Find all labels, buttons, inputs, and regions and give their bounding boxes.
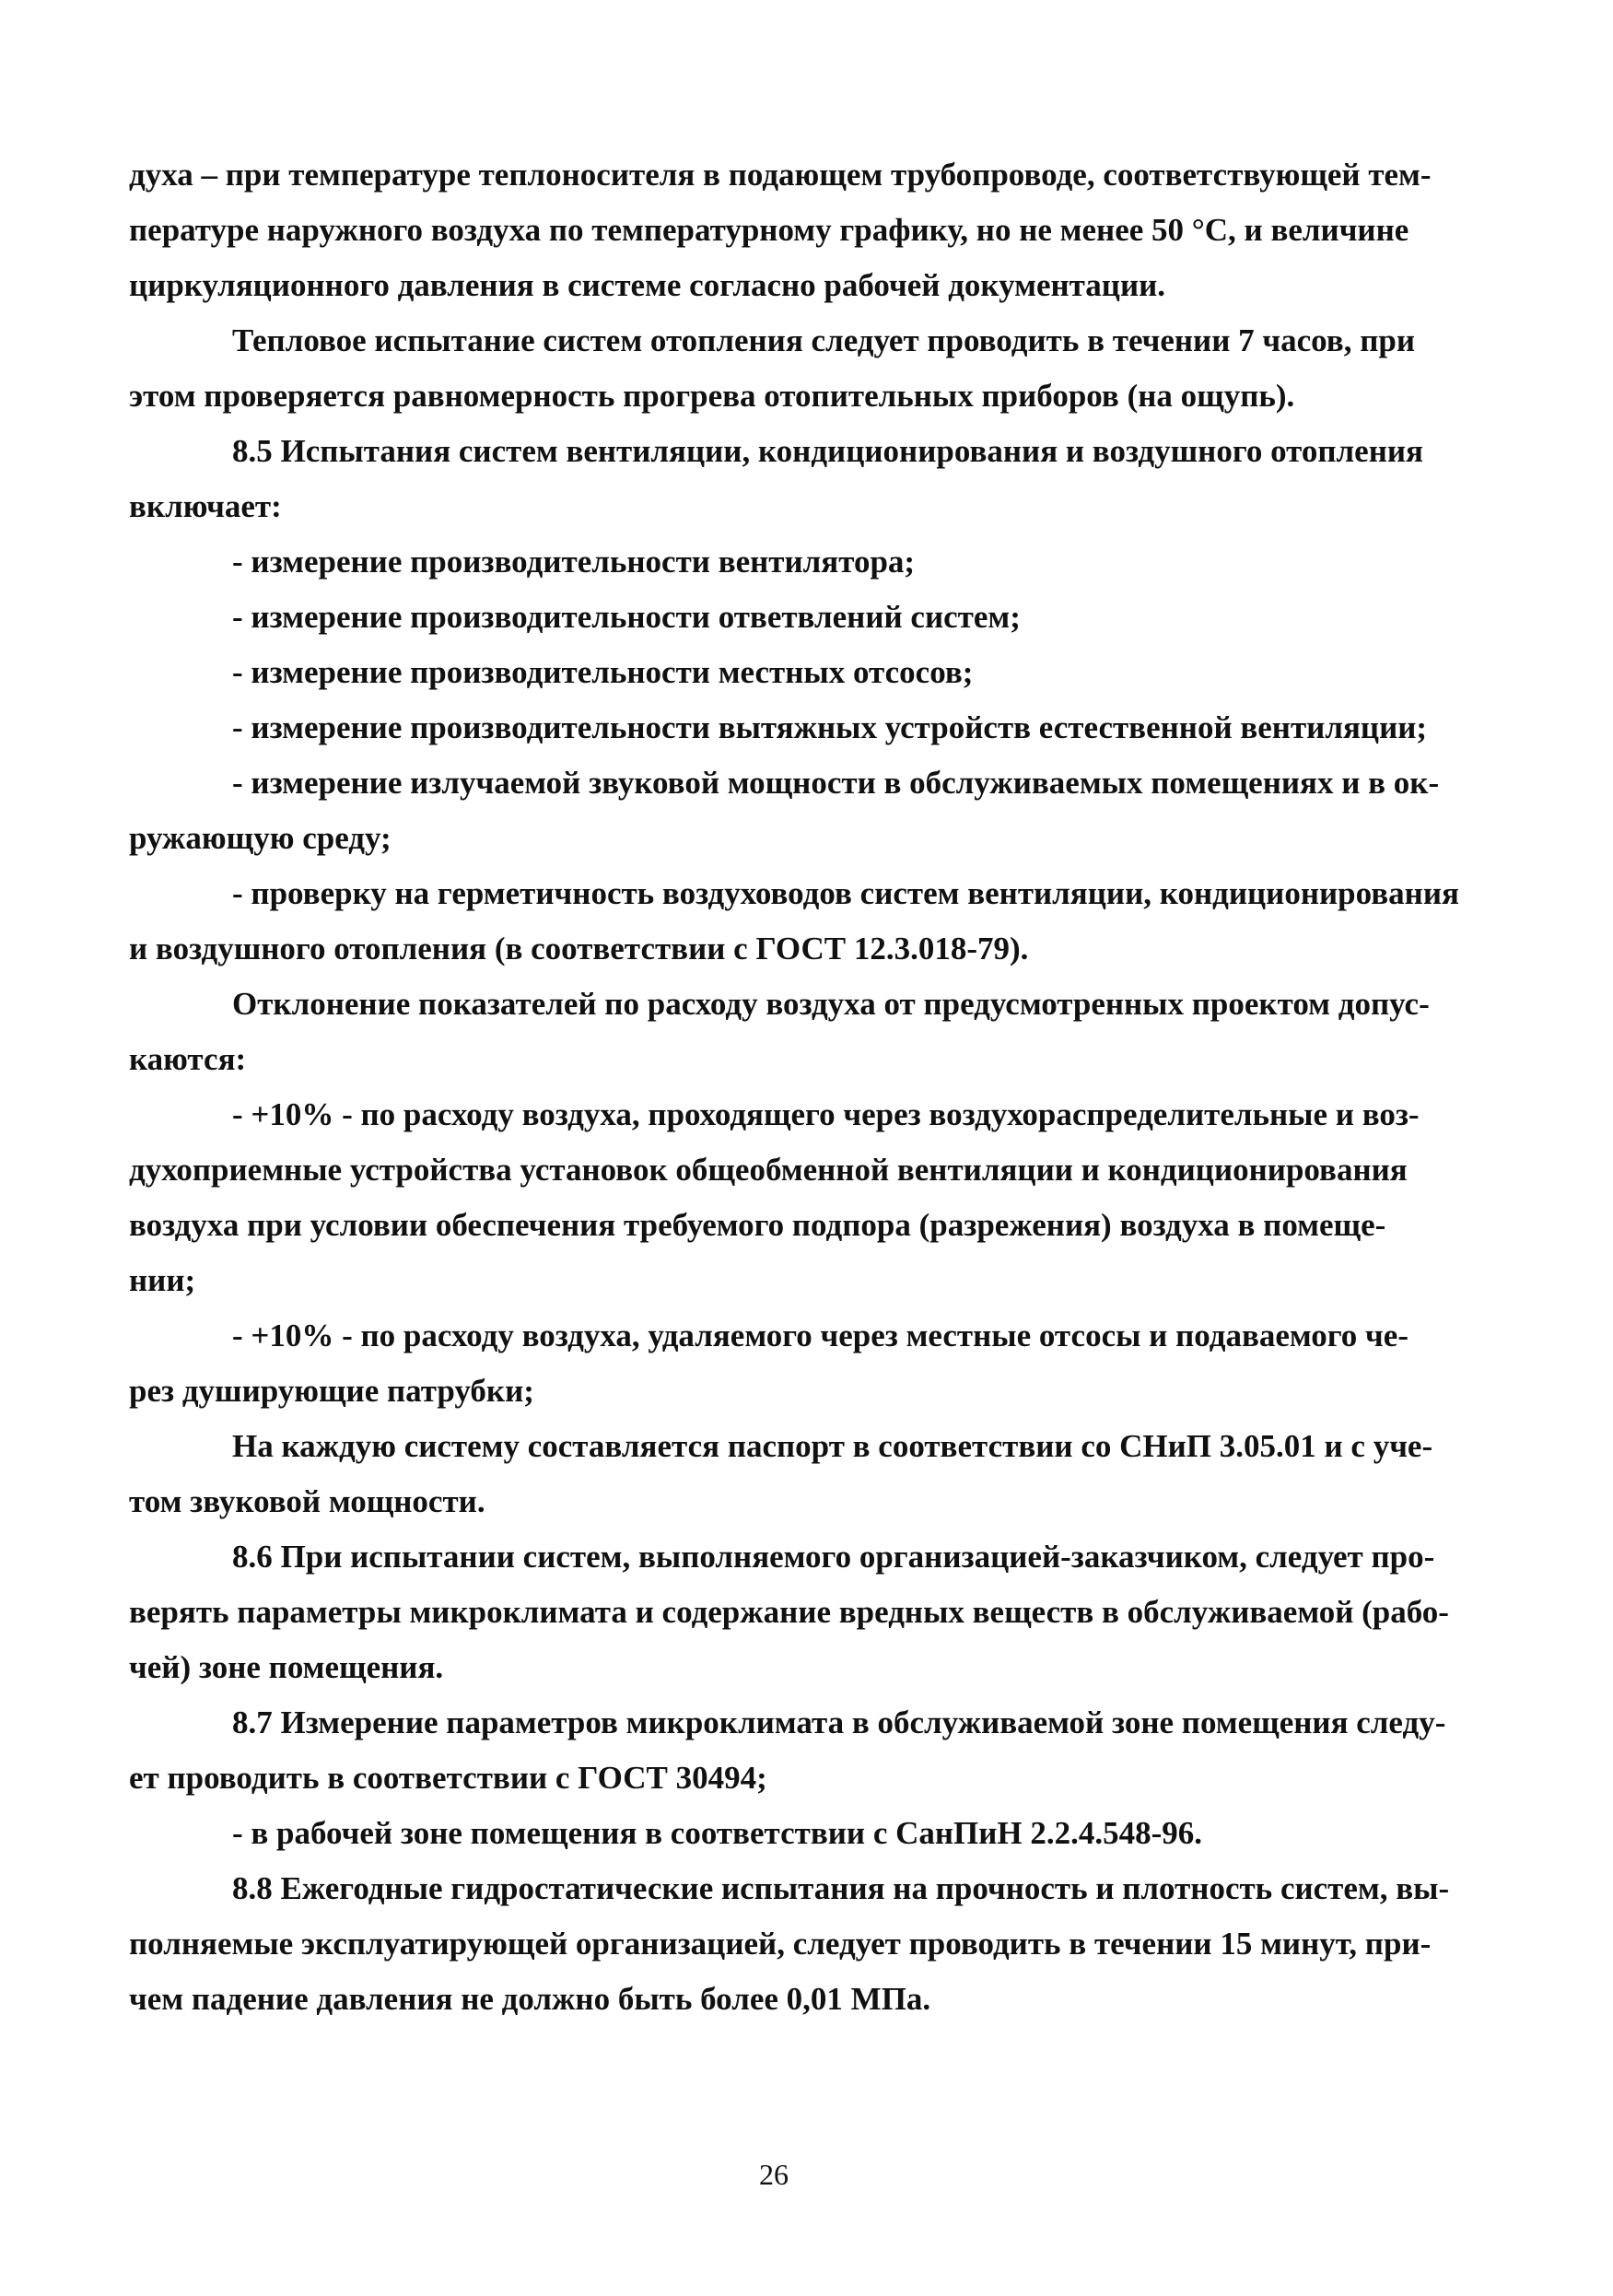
text-line: рез душирующие патрубки;	[129, 1373, 534, 1409]
text-line: На каждую систему составляется паспорт в соответствии со СНиП 3.05.01 и с уче-	[232, 1428, 1433, 1464]
page-number: 26	[759, 2158, 789, 2191]
list-item: - измерение производительности вентилятора;	[232, 544, 916, 580]
text-line: ет проводить в соответствии с ГОСТ 30494;	[129, 1760, 767, 1796]
text-line: духоприемные устройства установок общеобменной вентиляции и кондиционирования	[129, 1152, 1408, 1188]
text-line: 8.7 Измерение параметров микроклимата в обслуживаемой зоне помещения следу-	[232, 1704, 1446, 1740]
list-item: - измерение производительности местных отсосов;	[232, 654, 974, 690]
text-line: и воздушного отопления (в соответствии с ГОСТ 12.3.018-79).	[129, 931, 1029, 966]
text-line: 8.6 При испытании систем, выполняемого организацией-заказчиком, следует про-	[232, 1539, 1435, 1575]
text-line: чем падение давления не должно быть более 0,01 МПа.	[129, 1981, 931, 2017]
text-line: воздуха при условии обеспечения требуемого подпора (разрежения) воздуха в помеще-	[129, 1207, 1386, 1243]
text-line: Отклонение показателей по расходу воздуха от предусмотренных проектом допус-	[232, 986, 1430, 1022]
text-line: 8.8 Ежегодные гидростатические испытания на прочность и плотность систем, вы-	[232, 1870, 1450, 1906]
text-line: полняемые эксплуатирующей организацией, следует проводить в течении 15 минут, при-	[129, 1926, 1432, 1962]
text-line: духа – при температуре теплоносителя в подающем трубопроводе, соответствующей тем-	[129, 157, 1432, 193]
list-item: - +10% - по расходу воздуха, проходящего через воздухораспределительные и воз-	[232, 1096, 1420, 1132]
list-item: - измерение производительности вытяжных устройств естественной вентиляции;	[232, 709, 1428, 745]
text-line: чей) зоне помещения.	[129, 1649, 444, 1685]
text-line: циркуляционного давления в системе согласно рабочей документации.	[129, 267, 1166, 303]
list-item: - +10% - по расходу воздуха, удаляемого через местные отсосы и подаваемого че-	[232, 1318, 1408, 1353]
list-item: - измерение производительности ответвлений систем;	[232, 599, 1021, 635]
text-line: том звуковой мощности.	[129, 1483, 485, 1519]
list-item: - измерение излучаемой звуковой мощности в обслуживаемых помещениях и в ок-	[232, 765, 1440, 801]
list-item: - в рабочей зоне помещения в соответствии с СанПиН 2.2.4.548-96.	[232, 1815, 1203, 1851]
text-line: 8.5 Испытания систем вентиляции, кондиционирования и воздушного отопления	[232, 433, 1423, 469]
text-line: этом проверяется равномерность прогрева отопительных приборов (на ощупь).	[129, 378, 1295, 414]
text-line: Тепловое испытание систем отопления следует проводить в течении 7 часов, при	[232, 322, 1415, 358]
text-line: верять параметры микроклимата и содержание вредных веществ в обслуживаемой (рабо-	[129, 1594, 1449, 1630]
text-line: ружающую среду;	[129, 820, 392, 856]
text-line: нии;	[129, 1262, 196, 1298]
text-line: включает:	[129, 488, 282, 524]
text-line: каются:	[129, 1041, 247, 1077]
list-item: - проверку на герметичность воздуховодов систем вентиляции, кондиционирования	[232, 875, 1459, 911]
text-line: пературе наружного воздуха по температурному графику, но не менее 50 °C, и величине	[129, 212, 1409, 248]
